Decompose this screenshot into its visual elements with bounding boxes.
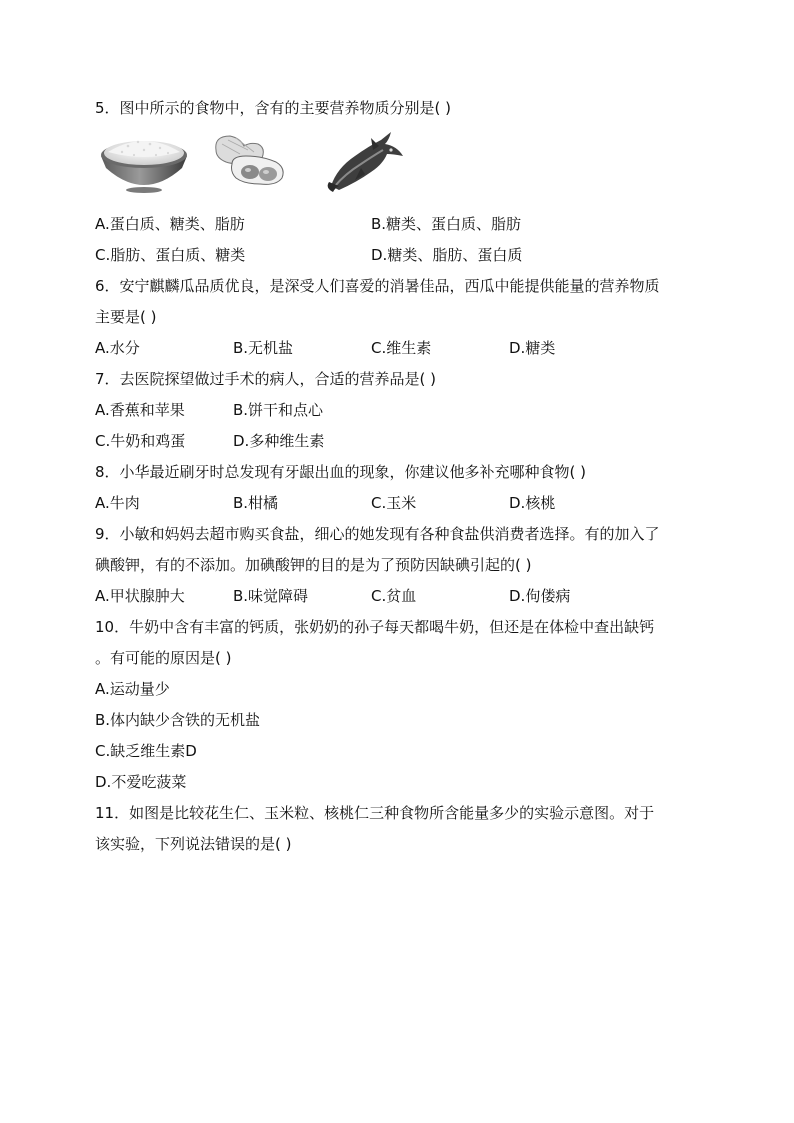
q7-option-a[interactable]: A.香蕉和苹果 bbox=[95, 401, 185, 419]
q10-option-a[interactable]: A.运动量少 bbox=[95, 680, 170, 698]
q8-option-b[interactable]: B.柑橘 bbox=[233, 494, 279, 512]
q7-option-d[interactable]: D.多种维生素 bbox=[233, 432, 325, 450]
q5-stem: 5．图中所示的食物中，含有的主要营养物质分别是( ) bbox=[95, 99, 452, 117]
q5-images bbox=[95, 128, 415, 198]
q7-option-b[interactable]: B.饼干和点心 bbox=[233, 401, 324, 419]
q9-stem-line2: 碘酸钾，有的不添加。加碘酸钾的目的是为了预防因缺碘引起的( ) bbox=[95, 556, 532, 574]
q11-stem-line2: 该实验，下列说法错误的是( ) bbox=[95, 835, 292, 853]
q9-option-a[interactable]: A.甲状腺肿大 bbox=[95, 587, 185, 605]
peanut-icon bbox=[210, 128, 290, 190]
q8-stem: 8．小华最近刷牙时总发现有牙龈出血的现象，你建议他多补充哪种食物( ) bbox=[95, 463, 587, 481]
q6-option-c[interactable]: C.维生素 bbox=[371, 339, 432, 357]
q7-options-row2 bbox=[95, 431, 705, 451]
q6-option-b[interactable]: B.无机盐 bbox=[233, 339, 294, 357]
q10-option-d[interactable]: D.不爱吃菠菜 bbox=[95, 773, 187, 791]
q10-option-b[interactable]: B.体内缺少含铁的无机盐 bbox=[95, 711, 261, 729]
rice-bowl-icon bbox=[98, 128, 190, 198]
q10-stem-line2: 。有可能的原因是( ) bbox=[95, 649, 232, 667]
q5-option-b[interactable]: B.糖类、蛋白质、脂肪 bbox=[371, 215, 522, 233]
q5-option-a[interactable]: A.蛋白质、糖类、脂肪 bbox=[95, 215, 245, 233]
q6-option-d[interactable]: D.糖类 bbox=[509, 339, 556, 357]
q7-option-c[interactable]: C.牛奶和鸡蛋 bbox=[95, 432, 186, 450]
q11-stem-line1: 11．如图是比较花生仁、玉米粒、核桃仁三种食物所含能量多少的实验示意图。对于 bbox=[95, 804, 655, 822]
q6-option-a[interactable]: A.水分 bbox=[95, 339, 140, 357]
q10-option-c[interactable]: C.缺乏维生素D bbox=[95, 742, 197, 760]
q5-option-c[interactable]: C.脂肪、蛋白质、糖类 bbox=[95, 246, 246, 264]
q5-options-row1 bbox=[95, 214, 705, 234]
q5-option-d[interactable]: D.糖类、脂肪、蛋白质 bbox=[371, 246, 523, 264]
q9-option-b[interactable]: B.味觉障碍 bbox=[233, 587, 309, 605]
q8-option-c[interactable]: C.玉米 bbox=[371, 494, 417, 512]
fish-icon bbox=[325, 128, 407, 194]
q6-stem-line2: 主要是( ) bbox=[95, 308, 157, 326]
q9-option-d[interactable]: D.佝偻病 bbox=[509, 587, 571, 605]
q7-stem: 7．去医院探望做过手术的病人，合适的营养品是( ) bbox=[95, 370, 437, 388]
q8-option-a[interactable]: A.牛肉 bbox=[95, 494, 140, 512]
q7-options-row1 bbox=[95, 400, 705, 420]
q9-option-c[interactable]: C.贫血 bbox=[371, 587, 417, 605]
q5-options-row2 bbox=[95, 245, 705, 265]
q9-options bbox=[95, 586, 705, 606]
q8-option-d[interactable]: D.核桃 bbox=[509, 494, 556, 512]
q8-options bbox=[95, 493, 705, 513]
q10-stem-line1: 10．牛奶中含有丰富的钙质，张奶奶的孙子每天都喝牛奶，但还是在体检中查出缺钙 bbox=[95, 618, 655, 636]
q9-stem-line1: 9．小敏和妈妈去超市购买食盐，细心的她发现有各种食盐供消费者选择。有的加入了 bbox=[95, 525, 660, 543]
q6-options bbox=[95, 338, 705, 358]
q6-stem-line1: 6．安宁麒麟瓜品质优良，是深受人们喜爱的消暑佳品，西瓜中能提供能量的营养物质 bbox=[95, 277, 660, 295]
